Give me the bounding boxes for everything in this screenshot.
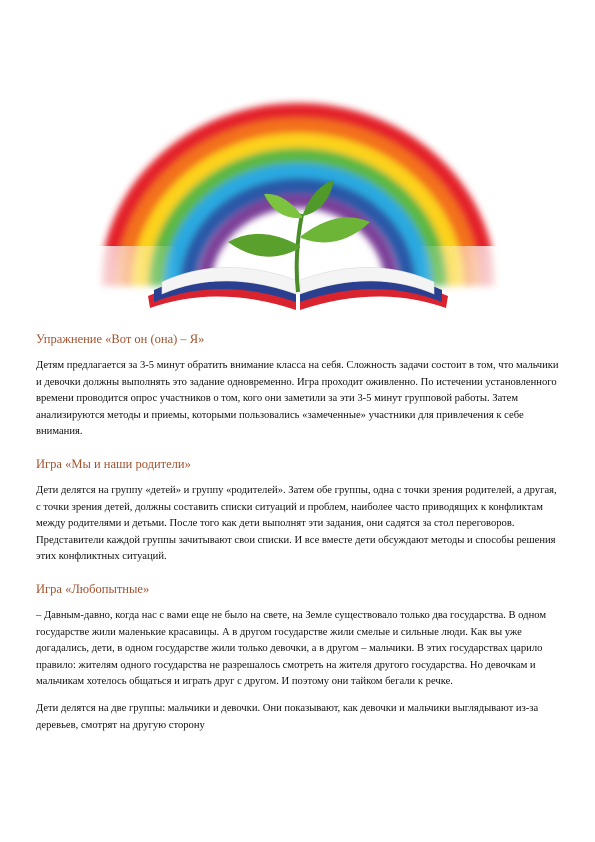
paragraph: – Давным-давно, когда нас с вами еще не было на свете, на Земле существовало только два государства. В одном государстве жили маленькие красавицы. А в другом государстве жили смелые и сильные люди. Как вы уже догадались, дети, в одном государстве жили только девочки, а в другом – мальчики. В этих государствах царило правило: жителям одного государства не разрешалось смотреть на жителя другого государства. Но девочкам и мальчикам хотелось общаться и играть друг с другом. И поэтому они тайком бегали к речке. xyxy=(36,609,547,688)
section-game-curious xyxy=(36,580,564,734)
rainbow-book-sprout-icon xyxy=(88,96,508,326)
paragraph: Дети делятся на две группы: мальчики и девочки. Они показывают, как девочки и мальчики выглядывают из-за деревьев, смотрят на другую сторону xyxy=(36,702,539,731)
paragraph: Дети делятся на группу «детей» и группу «родителей». Затем обе группы, одна с точки зрения родителей, а другая, с точки зрения детей, должны составить списки ситуаций и проблем, наиболее часто приводящих к конфликтам между родителями и детьми. После того как дети выполнят эти задания, они садятся за стол переговоров. Представители каждой группы зачитывают свои списки. И все вместе дети обсуждают методы и способы решения этих конфликтных ситуаций. xyxy=(36,484,557,563)
illustration-svg xyxy=(88,96,508,326)
document-body xyxy=(36,330,564,748)
section-heading: Упражнение «Вот он (она) – Я» xyxy=(36,332,205,346)
section-game-parents xyxy=(36,455,564,566)
section-heading: Игра «Мы и наши родители» xyxy=(36,456,191,471)
paragraph: Детям предлагается за 3-5 минут обратить внимание класса на себя. Сложность задачи состоит в том, что мальчики и девочки должны выполнять это задание одновременно. Игра проходит оживленно. По истечении установленного времени проводится опрос участников о том, кого они заметили за эти 3-5 минут групповой работы. Затем анализируются методы и приемы, которыми пользовались «замеченные» участники для привлечения к себе внимания. xyxy=(36,360,559,438)
section-exercise-vot-on xyxy=(36,330,564,441)
section-heading: Игра «Любопытные» xyxy=(36,581,150,596)
